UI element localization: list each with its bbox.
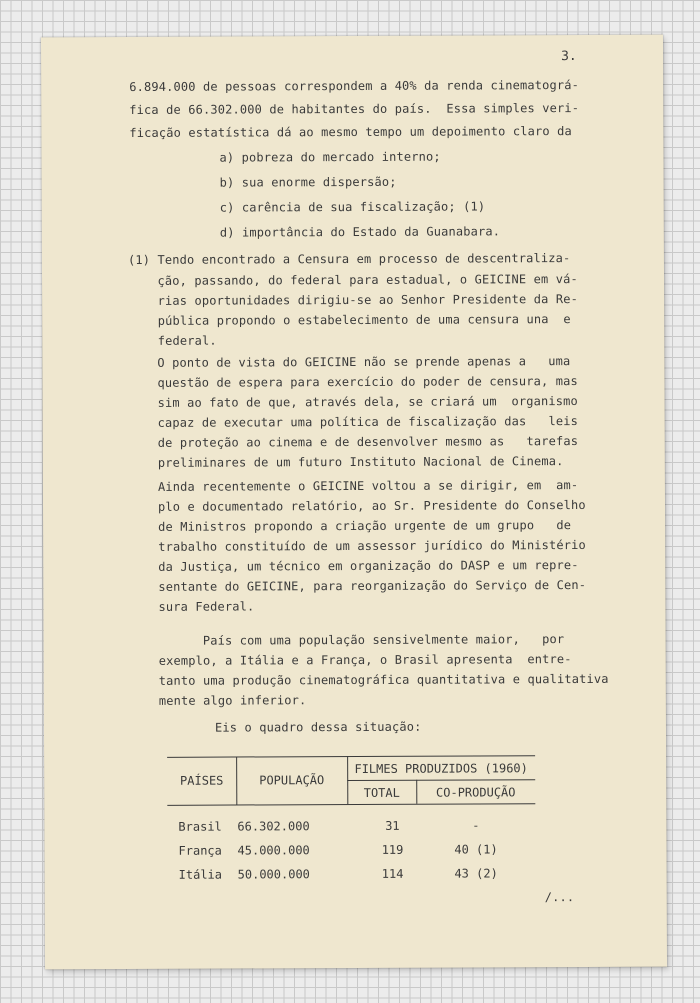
footnote-line: pública propondo o estabelecimento de uma censura una e: [128, 312, 571, 328]
table-rule-top: [167, 755, 535, 758]
text-line: fica de 66.302.000 de habitantes do país. Essa simples veri-: [129, 101, 580, 117]
cell-total: 119: [381, 842, 404, 857]
header-populacao: POPULAÇÃO: [259, 773, 325, 788]
text-line: capaz de executar uma política de fiscalização das leis: [157, 414, 579, 430]
text-line: questão de espera para exercício do poder de censura, mas: [157, 374, 578, 390]
table-intro: Eis o quadro dessa situação:: [214, 719, 422, 735]
cell-populacao: 50.000.000: [237, 867, 310, 882]
cell-coproducao: -: [472, 818, 480, 833]
footnote-line: federal.: [128, 333, 217, 348]
text-line: sim ao fato de que, através dela, se criará um organismo: [157, 394, 578, 410]
text-line: tanto uma produção cinematográfica quantitativa e qualitativa: [158, 671, 609, 688]
cell-pais: Itália: [178, 867, 223, 882]
header-total: TOTAL: [363, 785, 400, 800]
cell-coproducao: 43 (2): [454, 866, 498, 881]
list-item: d) importância do Estado da Guanabara.: [219, 224, 501, 240]
text-line: plo e documentado relatório, ao Sr. Presidente do Conselho: [157, 497, 586, 514]
table-rule-mid: [347, 779, 535, 781]
text-line: da Justiça, um técnico em organização do DASP e um repre-: [158, 558, 579, 574]
document-page: [41, 35, 667, 970]
text-line: sentante do GEICINE, para reorganização do Serviço de Cen-: [158, 577, 587, 594]
header-paises: PAÍSES: [179, 773, 224, 788]
text-line: de Ministros propondo a criação urgente de um grupo de: [158, 518, 572, 534]
list-item: b) sua enorme dispersão;: [219, 174, 397, 190]
footnote-line: ção, passando, do federal para estadual, o GEICINE em vá-: [128, 272, 578, 288]
text-line: exemplo, a Itália e a França, o Brasil apresenta entre-: [158, 652, 572, 668]
text-line: trabalho constituído de um assessor jurídico do Ministério: [158, 537, 586, 554]
header-coproducao: CO-PRODUÇÃO: [435, 785, 516, 800]
page-number: 3.: [561, 49, 577, 65]
header-filmes: FILMES PRODUZIDOS (1960): [354, 761, 528, 777]
cell-pais: França: [178, 843, 222, 858]
text-line: Ainda recentemente o GEICINE voltou a se dirigir, em am-: [157, 478, 579, 494]
cell-pais: Brasil: [178, 819, 222, 834]
text-line: de proteção ao cinema e de desenvolver mesmo as tarefas: [157, 434, 579, 450]
cell-total: 114: [381, 866, 404, 881]
text-line: ficação estatística dá ao mesmo tempo um depoimento claro da: [129, 124, 572, 140]
cell-total: 31: [385, 818, 400, 833]
cell-populacao: 45.000.000: [237, 843, 310, 858]
text-line: O ponto de vista do GEICINE não se prende apenas a uma: [157, 354, 571, 370]
cell-coproducao: 40 (1): [454, 842, 498, 857]
list-item: a) pobreza do mercado interno;: [219, 149, 441, 165]
text-line: mente algo inferior.: [158, 693, 307, 708]
text-line: País com uma população sensivelmente maior, por: [158, 632, 565, 648]
footnote-line: rias oportunidades dirigiu-se ao Senhor Presidente da Re-: [128, 292, 579, 308]
text-line: preliminares de um futuro Instituto Nacional de Cinema.: [157, 454, 564, 470]
text-line: 6.894.000 de pessoas correspondem a 40% da renda cinematográ-: [129, 78, 580, 94]
footnote-line: (1) Tendo encontrado a Censura em processo de descentraliza-: [127, 251, 571, 267]
table-rule-bottom: [167, 803, 535, 806]
continuation-mark: /...: [544, 890, 575, 905]
list-item: c) carência de sua fiscalização; (1): [219, 199, 486, 215]
cell-populacao: 66.302.000: [237, 819, 310, 834]
text-line: sura Federal.: [158, 599, 255, 614]
